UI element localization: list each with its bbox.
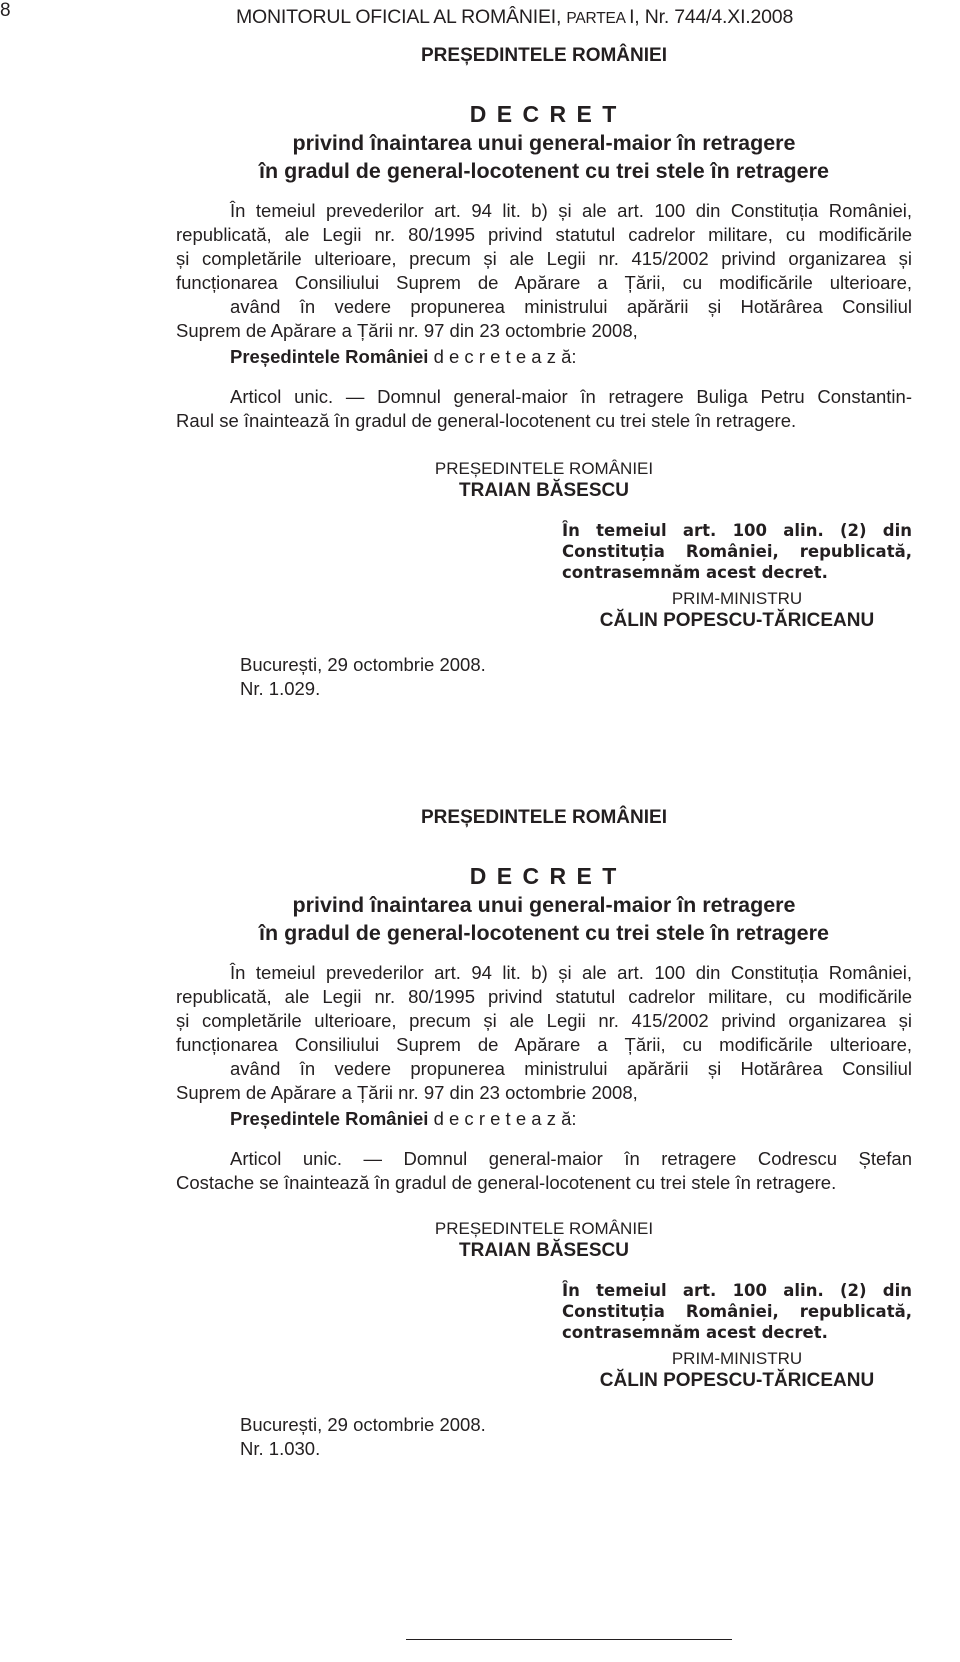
- preamble-line: funcționarea Consiliului Suprem de Apărare a Țării, cu modificările ulterioare,: [176, 1034, 912, 1055]
- decree-number: Nr. 1.029.: [240, 678, 321, 699]
- place-date: București, 29 octombrie 2008.: [240, 1414, 486, 1435]
- decree-heading: D E C R E T: [469, 101, 619, 127]
- page-number: 8: [0, 0, 11, 21]
- decree-enacting-clause: [176, 1107, 912, 1131]
- preamble-line: având în vedere propunerea ministrului apărării și Hotărârea Consiliul: [230, 296, 912, 317]
- countersign-line: Constituția României, republicată,: [562, 1302, 912, 1321]
- footer-divider: [406, 1639, 732, 1640]
- header-publication: MONITORUL OFICIAL AL ROMÂNIEI,: [236, 6, 567, 28]
- preamble-line: În temeiul prevederilor art. 94 lit. b) și ale art. 100 din Constituția României,: [230, 200, 912, 221]
- decree-preamble: [176, 961, 912, 1105]
- countersign-line: contrasemnăm acest decret.: [562, 563, 828, 582]
- enacting-verb: d e c r e t e a z ă:: [433, 346, 577, 367]
- decree-number: Nr. 1.030.: [240, 1438, 321, 1459]
- preamble-line: funcționarea Consiliului Suprem de Apărare a Țării, cu modificările ulterioare,: [176, 272, 912, 293]
- decree-enacting-clause: [176, 345, 912, 369]
- countersign-line: În temeiul art. 100 alin. (2) din: [562, 1281, 912, 1300]
- countersignature: [562, 520, 912, 583]
- preamble-line: și completările ulterioare, precum și ale Legii nr. 415/2002 privind organizarea și: [176, 1010, 912, 1031]
- article-line: Articol unic. — Domnul general-maior în retragere Codrescu Ștefan: [230, 1148, 912, 1169]
- enacting-subject: Președintele României: [230, 346, 429, 367]
- preamble-line: Suprem de Apărare a Țării nr. 97 din 23 octombrie 2008,: [176, 320, 638, 341]
- signer-title: PREȘEDINTELE ROMÂNIEI: [434, 1219, 654, 1238]
- countersignature: [562, 1280, 912, 1343]
- running-header: [236, 6, 793, 30]
- preamble-line: având în vedere propunerea ministrului apărării și Hotărârea Consiliul: [230, 1058, 912, 1079]
- signer-name: TRAIAN BĂSESCU: [459, 1240, 629, 1261]
- decree-article: [176, 385, 912, 433]
- preamble-line: republicată, ale Legii nr. 80/1995 privind statutul cadrelor militare, cu modificările: [176, 224, 912, 245]
- pm-title: PRIM-MINISTRU: [671, 1349, 803, 1368]
- pm-title: PRIM-MINISTRU: [671, 589, 803, 608]
- signer-name: TRAIAN BĂSESCU: [459, 480, 629, 501]
- article-line: Articol unic. — Domnul general-maior în retragere Buliga Petru Constantin-: [230, 386, 912, 407]
- decree-title-line-1: privind înaintarea unui general-maior în retragere: [292, 131, 796, 155]
- header-part-word: PARTEA: [566, 10, 630, 27]
- header-issue: I, Nr. 744/4.XI.2008: [629, 6, 794, 28]
- article-line: Raul se înaintează în gradul de general-locotenent cu trei stele în retragere.: [176, 410, 797, 431]
- enacting-verb: d e c r e t e a z ă:: [433, 1108, 577, 1129]
- place-date: București, 29 octombrie 2008.: [240, 654, 486, 675]
- decree-heading: D E C R E T: [469, 863, 619, 889]
- preamble-line: republicată, ale Legii nr. 80/1995 privind statutul cadrelor militare, cu modificările: [176, 986, 912, 1007]
- decree-issuer: PREȘEDINTELE ROMÂNIEI: [421, 807, 667, 828]
- decree-title-line-2: în gradul de general-locotenent cu trei stele în retragere: [259, 159, 829, 183]
- pm-name: CĂLIN POPESCU-TĂRICEANU: [599, 1370, 875, 1391]
- enacting-subject: Președintele României: [230, 1108, 429, 1129]
- signer-title: PREȘEDINTELE ROMÂNIEI: [434, 459, 654, 478]
- countersign-line: contrasemnăm acest decret.: [562, 1323, 828, 1342]
- decree-preamble: [176, 199, 912, 343]
- countersign-line: În temeiul art. 100 alin. (2) din: [562, 521, 912, 540]
- preamble-line: Suprem de Apărare a Țării nr. 97 din 23 octombrie 2008,: [176, 1082, 638, 1103]
- preamble-line: În temeiul prevederilor art. 94 lit. b) și ale art. 100 din Constituția României,: [230, 962, 912, 983]
- pm-name: CĂLIN POPESCU-TĂRICEANU: [599, 610, 875, 631]
- decree-issuer: PREȘEDINTELE ROMÂNIEI: [421, 45, 667, 66]
- decree-article: [176, 1147, 912, 1195]
- decree-title-line-2: în gradul de general-locotenent cu trei stele în retragere: [259, 921, 829, 945]
- decree-title-line-1: privind înaintarea unui general-maior în retragere: [292, 893, 796, 917]
- preamble-line: și completările ulterioare, precum și ale Legii nr. 415/2002 privind organizarea și: [176, 248, 912, 269]
- article-line: Costache se înaintează în gradul de general-locotenent cu trei stele în retragere.: [176, 1172, 837, 1193]
- countersign-line: Constituția României, republicată,: [562, 542, 912, 561]
